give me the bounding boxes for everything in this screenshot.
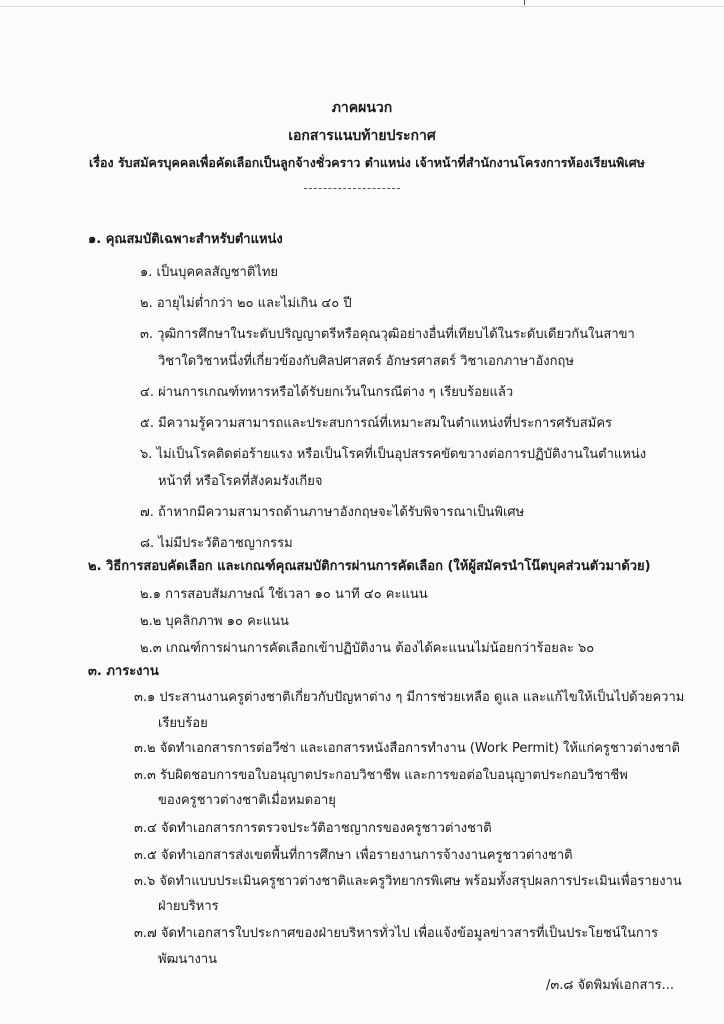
list-item: ๒.๓ เกณฑ์การผ่านการคัดเลือกเข้าปฏิบัติงาน ต้องได้คะแนนไม่น้อยกว่าร้อยละ ๖๐ bbox=[140, 641, 595, 656]
document-subject: เรื่อง รับสมัครบุคคลเพื่อคัดเลือกเป็นลูกจ้างชั่วคราว ตำแหน่ง เจ้าหน้าที่สำนักงานโครงการห้องเรียนพิเศษ bbox=[89, 155, 645, 170]
list-item: ๘. ไม่มีประวัติอาชญากรรม bbox=[140, 536, 293, 551]
list-item: ๓.๑ ประสานงานครูต่างชาติเกี่ยวกับปัญหาต่าง ๆ มีการช่วยเหลือ ดูแล และแก้ไขให้เป็นไปด้วยความ bbox=[134, 690, 685, 705]
list-item: ๗. ถ้าหากมีความสามารถด้านภาษาอังกฤษจะได้รับพิจารณาเป็นพิเศษ bbox=[140, 505, 525, 520]
list-item: ๓.๖ จัดทำแบบประเมินครูชาวต่างชาติและครูวิทยากรพิเศษ พร้อมทั้งสรุปผลการประเมินเพื่อรายงาน bbox=[134, 874, 682, 889]
list-item: ๒. อายุไม่ต่ำกว่า ๒๐ และไม่เกิน ๔๐ ปี bbox=[140, 296, 352, 311]
list-item: ๖. ไม่เป็นโรคติดต่อร้ายแรง หรือเป็นโรคที่เป็นอุปสรรคขัดขวางต่อการปฏิบัติงานในตำแหน่ง bbox=[140, 447, 647, 462]
document-subtitle: เอกสารแนบท้ายประกาศ bbox=[288, 128, 436, 144]
list-item-continuation: ของครูชาวต่างชาติเมื่อหมดอายุ bbox=[158, 793, 336, 808]
list-item: ๓.๓ รับผิดชอบการขอใบอนุญาตประกอบวิชาชีพ และการขอต่อใบอนุญาตประกอบวิชาชีพ bbox=[134, 768, 628, 783]
scan-mark bbox=[524, 0, 525, 5]
list-item: ๒.๒ บุคลิกภาพ ๑๐ คะแนน bbox=[140, 614, 289, 629]
section-heading-qualifications: ๑. คุณสมบัติเฉพาะสำหรับตำแหน่ง bbox=[88, 232, 283, 247]
divider bbox=[304, 188, 400, 189]
list-item: ๔. ผ่านการเกณฑ์ทหารหรือได้รับยกเว้นในกรณีต่าง ๆ เรียบร้อยแล้ว bbox=[140, 385, 514, 400]
list-item: ๓.๕ จัดทำเอกสารส่งเขตพื้นที่การศึกษา เพื่อรายงานการจ้างงานครูชาวต่างชาติ bbox=[134, 848, 573, 863]
list-item-continuation: เรียบร้อย bbox=[158, 716, 208, 731]
page-continuation-note: /๓.๘ จัดพิมพ์เอกสาร... bbox=[546, 978, 675, 993]
list-item: ๕. มีความรู้ความสามารถและประสบการณ์ที่เหมาะสมในตำแหน่งที่ประการศรับสมัคร bbox=[140, 416, 612, 431]
section-heading-duties: ๓. ภาระงาน bbox=[88, 664, 159, 679]
list-item: ๓.๔ จัดทำเอกสารการตรวจประวัติอาชญากรของครูชาวต่างชาติ bbox=[134, 821, 492, 836]
list-item: ๓. วุฒิการศึกษาในระดับปริญญาตรีหรือคุณวุฒิอย่างอื่นที่เทียบได้ในระดับเดียวกันในสาขา bbox=[140, 327, 635, 342]
list-item: ๑. เป็นบุคคลสัญชาติไทย bbox=[140, 265, 279, 280]
list-item-continuation: วิชาใดวิชาหนึ่งที่เกี่ยวข้องกับศิลปศาสตร์ อักษรศาสตร์ วิชาเอกภาษาอังกฤษ bbox=[158, 354, 574, 369]
list-item: ๓.๒ จัดทำเอกสารการต่อวีซ่า และเอกสารหนังสือการทำงาน (Work Permit) ให้แก่ครูชาวต่างชาติ bbox=[134, 741, 680, 756]
list-item: ๓.๗ จัดทำเอกสารใบประกาศของฝ่ายบริหารทั่วไป เพื่อแจ้งข้อมูลข่าวสารที่เป็นประโยชน์ในการ bbox=[134, 926, 659, 941]
section-heading-selection: ๒. วิธีการสอบคัดเลือก และเกณฑ์คุณสมบัติการผ่านการคัดเลือก (ให้ผู้สมัครนำโน๊ตบุคส่วนตัวมาด้วย) bbox=[88, 559, 651, 574]
scan-top-edge bbox=[0, 0, 724, 7]
document-title: ภาคผนวก bbox=[331, 100, 393, 116]
list-item-continuation: พัฒนางาน bbox=[158, 952, 218, 967]
list-item-continuation: หน้าที่ หรือโรคที่สังคมรังเกียจ bbox=[158, 474, 323, 489]
list-item: ๒.๑ การสอบสัมภาษณ์ ใช้เวลา ๑๐ นาที ๔๐ คะแนน bbox=[140, 587, 428, 602]
list-item-continuation: ฝ่ายบริหาร bbox=[158, 899, 219, 914]
